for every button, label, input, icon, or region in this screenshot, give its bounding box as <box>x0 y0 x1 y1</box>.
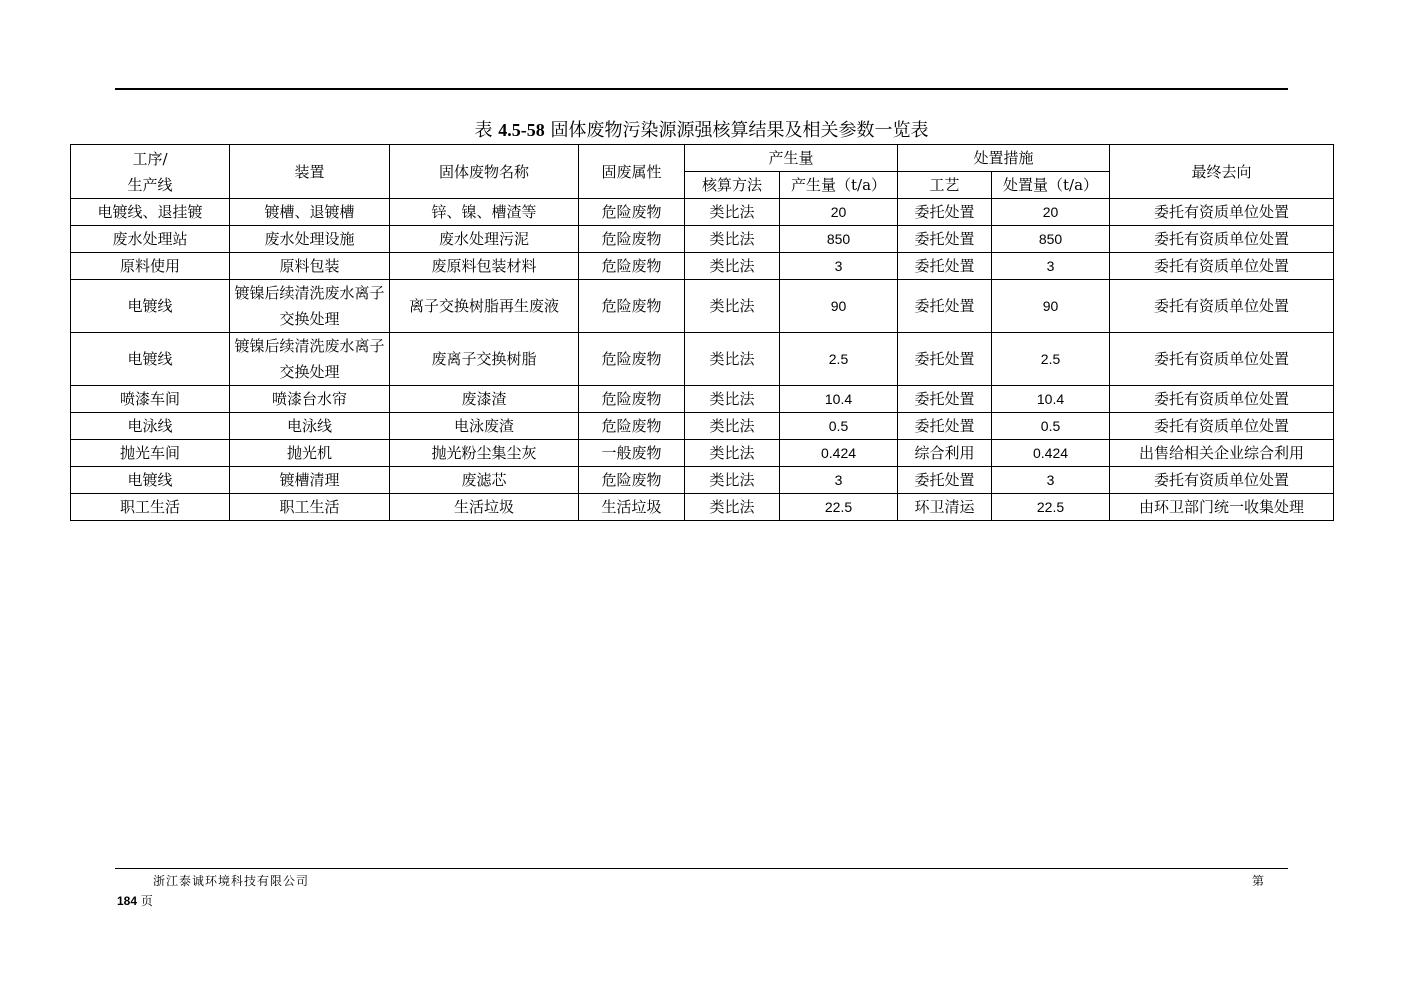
header-gen-amount: 产生量（t/a） <box>780 172 898 199</box>
header-disposal: 处置措施 <box>898 145 1110 172</box>
cell-method: 类比法 <box>685 440 780 467</box>
table-row <box>71 199 1334 226</box>
cell-attribute: 危险废物 <box>579 467 685 494</box>
cell-dest: 委托有资质单位处置 <box>1110 413 1334 440</box>
footer-page <box>117 892 153 909</box>
cell-gen: 3 <box>780 467 898 494</box>
header-generation: 产生量 <box>685 145 898 172</box>
cell-method: 类比法 <box>685 253 780 280</box>
cell-gen: 10.4 <box>780 386 898 413</box>
cell-device: 镀槽、退镀槽 <box>230 199 390 226</box>
cell-method: 类比法 <box>685 199 780 226</box>
cell-method: 类比法 <box>685 226 780 253</box>
footer-page-suffix: 页 <box>140 894 153 908</box>
header-process <box>71 145 230 199</box>
table-row <box>71 226 1334 253</box>
cell-craft: 委托处置 <box>898 467 992 494</box>
cell-dest: 委托有资质单位处置 <box>1110 386 1334 413</box>
table-row <box>71 253 1334 280</box>
footer-page-prefix: 第 <box>1252 874 1265 888</box>
cell-dest: 委托有资质单位处置 <box>1110 253 1334 280</box>
cell-attribute: 危险废物 <box>579 333 685 386</box>
header-rule <box>115 88 1288 90</box>
table-row <box>71 440 1334 467</box>
cell-dest: 委托有资质单位处置 <box>1110 280 1334 333</box>
cell-waste: 废漆渣 <box>390 386 579 413</box>
cell-craft: 环卫清运 <box>898 494 992 521</box>
footer-page-number: 184 <box>117 894 138 908</box>
cell-method: 类比法 <box>685 413 780 440</box>
cell-gen: 22.5 <box>780 494 898 521</box>
cell-process: 电镀线 <box>71 280 230 333</box>
cell-disp: 850 <box>992 226 1110 253</box>
cell-disp: 22.5 <box>992 494 1110 521</box>
cell-gen: 0.424 <box>780 440 898 467</box>
header-destination: 最终去向 <box>1110 145 1334 199</box>
cell-disp: 10.4 <box>992 386 1110 413</box>
header-device: 装置 <box>230 145 390 199</box>
cell-device: 废水处理设施 <box>230 226 390 253</box>
cell-craft: 委托处置 <box>898 226 992 253</box>
cell-attribute: 危险废物 <box>579 386 685 413</box>
table-row <box>71 280 1334 333</box>
cell-gen: 20 <box>780 199 898 226</box>
cell-waste: 废离子交换树脂 <box>390 333 579 386</box>
cell-craft: 委托处置 <box>898 386 992 413</box>
cell-device: 镀槽清理 <box>230 467 390 494</box>
cell-craft: 委托处置 <box>898 413 992 440</box>
caption-number: 4.5-58 <box>498 120 545 140</box>
cell-device: 镀镍后续清洗废水离子交换处理 <box>230 333 390 386</box>
cell-waste: 抛光粉尘集尘灰 <box>390 440 579 467</box>
table-row <box>71 494 1334 521</box>
cell-attribute: 生活垃圾 <box>579 494 685 521</box>
caption-title: 固体废物污染源源强核算结果及相关参数一览表 <box>550 120 929 141</box>
cell-process: 废水处理站 <box>71 226 230 253</box>
cell-waste: 废滤芯 <box>390 467 579 494</box>
cell-process: 抛光车间 <box>71 440 230 467</box>
header-waste-name: 固体废物名称 <box>390 145 579 199</box>
cell-method: 类比法 <box>685 494 780 521</box>
cell-craft: 委托处置 <box>898 199 992 226</box>
footer-company: 浙江泰诚环境科技有限公司 <box>153 874 310 888</box>
cell-attribute: 危险废物 <box>579 253 685 280</box>
header-process-line1: 工序/ <box>132 149 168 168</box>
cell-dest: 委托有资质单位处置 <box>1110 199 1334 226</box>
cell-waste: 废原料包装材料 <box>390 253 579 280</box>
cell-process: 电镀线 <box>71 467 230 494</box>
cell-gen: 90 <box>780 280 898 333</box>
cell-attribute: 危险废物 <box>579 226 685 253</box>
cell-process: 喷漆车间 <box>71 386 230 413</box>
cell-craft: 委托处置 <box>898 280 992 333</box>
cell-waste: 锌、镍、槽渣等 <box>390 199 579 226</box>
footer-rule <box>115 868 1288 869</box>
cell-dest: 委托有资质单位处置 <box>1110 467 1334 494</box>
header-disp-amount: 处置量（t/a） <box>992 172 1110 199</box>
cell-method: 类比法 <box>685 280 780 333</box>
cell-disp: 2.5 <box>992 333 1110 386</box>
cell-disp: 20 <box>992 199 1110 226</box>
cell-method: 类比法 <box>685 386 780 413</box>
cell-disp: 0.5 <box>992 413 1110 440</box>
cell-disp: 3 <box>992 253 1110 280</box>
cell-process: 电泳线 <box>71 413 230 440</box>
waste-table <box>70 144 1334 521</box>
cell-method: 类比法 <box>685 467 780 494</box>
cell-attribute: 危险废物 <box>579 199 685 226</box>
cell-disp: 0.424 <box>992 440 1110 467</box>
cell-waste: 电泳废渣 <box>390 413 579 440</box>
cell-process: 电镀线 <box>71 333 230 386</box>
cell-device: 职工生活 <box>230 494 390 521</box>
cell-attribute: 危险废物 <box>579 280 685 333</box>
cell-gen: 2.5 <box>780 333 898 386</box>
header-process-line2: 生产线 <box>127 175 173 194</box>
cell-dest: 由环卫部门统一收集处理 <box>1110 494 1334 521</box>
header-attribute: 固废属性 <box>579 145 685 199</box>
cell-dest: 出售给相关企业综合利用 <box>1110 440 1334 467</box>
table-row <box>71 413 1334 440</box>
cell-waste: 离子交换树脂再生废液 <box>390 280 579 333</box>
cell-craft: 综合利用 <box>898 440 992 467</box>
cell-process: 职工生活 <box>71 494 230 521</box>
cell-waste: 生活垃圾 <box>390 494 579 521</box>
cell-gen: 3 <box>780 253 898 280</box>
header-calc-method: 核算方法 <box>685 172 780 199</box>
cell-device: 原料包装 <box>230 253 390 280</box>
cell-method: 类比法 <box>685 333 780 386</box>
cell-dest: 委托有资质单位处置 <box>1110 226 1334 253</box>
cell-waste: 废水处理污泥 <box>390 226 579 253</box>
cell-device: 电泳线 <box>230 413 390 440</box>
cell-process: 原料使用 <box>71 253 230 280</box>
cell-disp: 3 <box>992 467 1110 494</box>
caption-prefix: 表 <box>474 120 493 141</box>
cell-attribute: 一般废物 <box>579 440 685 467</box>
table-row <box>71 386 1334 413</box>
table-row <box>71 467 1334 494</box>
cell-craft: 委托处置 <box>898 253 992 280</box>
table-row <box>71 333 1334 386</box>
cell-dest: 委托有资质单位处置 <box>1110 333 1334 386</box>
cell-device: 镀镍后续清洗废水离子交换处理 <box>230 280 390 333</box>
cell-gen: 0.5 <box>780 413 898 440</box>
header-craft: 工艺 <box>898 172 992 199</box>
table-caption <box>70 118 1333 143</box>
cell-attribute: 危险废物 <box>579 413 685 440</box>
cell-gen: 850 <box>780 226 898 253</box>
cell-device: 抛光机 <box>230 440 390 467</box>
cell-device: 喷漆台水帘 <box>230 386 390 413</box>
cell-disp: 90 <box>992 280 1110 333</box>
cell-craft: 委托处置 <box>898 333 992 386</box>
cell-process: 电镀线、退挂镀 <box>71 199 230 226</box>
